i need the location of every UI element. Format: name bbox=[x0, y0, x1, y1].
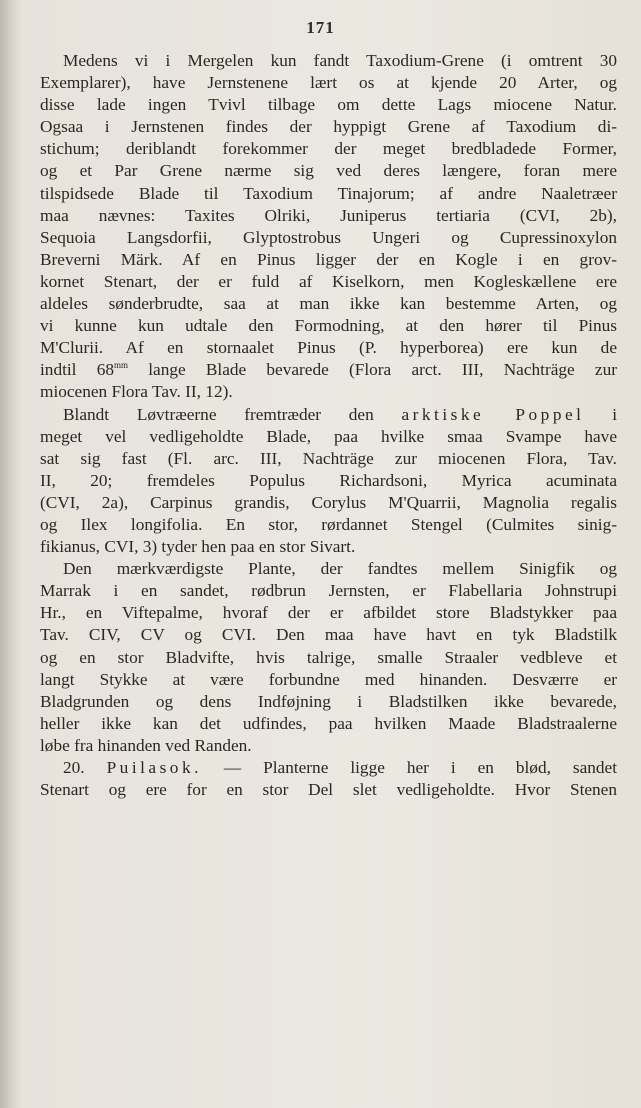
text-segment: lange Blade bevarede (Flora arct. III, Nachträge zur bbox=[128, 360, 617, 380]
text-line: heller ikke kan det udfindes, paa hvilken Maade Bladstraalerne bbox=[40, 713, 617, 733]
text-line: Stenart og ere for en stor Del slet vedligeholdte. Hvor Stenen bbox=[40, 780, 617, 800]
text-line: Medens vi i Mergelen kun fandt Taxodium-Grene (i omtrent 30 bbox=[63, 51, 617, 70]
text-line: Ogsaa i Jernstenen findes der hyppigt Grene af Taxodium di- bbox=[40, 117, 617, 137]
text-line: M'Clurii. Af en stornaalet Pinus (P. hyperborea) ere kun de bbox=[40, 338, 617, 358]
text-line: Exemplarer), have Jernstenene lært os at kjende 20 Arter, og bbox=[40, 73, 617, 93]
text-line: disse lade ingen Tvivl tilbage om dette Lags miocene Natur. bbox=[40, 95, 617, 115]
text-line: Breverni Märk. Af en Pinus ligger der en Kogle i en grov- bbox=[40, 249, 617, 269]
text-line: Sequoia Langsdorfii, Glyptostrobus Ungeri og Cupressinoxylon bbox=[40, 227, 617, 247]
text-line: Den mærkværdigste Plante, der fandtes mellem Sinigfik og bbox=[63, 559, 617, 579]
text-line: Hr., en Viftepalme, hvoraf der er afbildet store Bladstykker paa bbox=[40, 603, 617, 623]
text-segment: i bbox=[584, 404, 617, 424]
text-line: Marrak i en sandet, rødbrun Jernsten, er Flabellaria Johnstrupi bbox=[40, 581, 617, 601]
unit-superscript: mm bbox=[114, 360, 129, 371]
text-line: maa nævnes: Taxites Olriki, Juniperus tertiaria (CVI, 2b), bbox=[40, 205, 617, 225]
text-segment: — Planterne ligge her i en blød, sandet bbox=[201, 758, 618, 777]
text-line bbox=[40, 404, 617, 426]
text-line: vi kunne kun udtale den Formodning, at den hører til Pinus bbox=[40, 316, 617, 336]
section-number: 20. bbox=[63, 758, 107, 777]
text-line: og et Par Grene nærme sig ved deres længere, foran mere bbox=[40, 161, 617, 181]
text-line: meget vel vedligeholdte Blade, paa hvilke smaa Svampe have bbox=[40, 426, 617, 446]
text-line: Tav. CIV, CV og CVI. Den maa have havt en tyk Bladstilk bbox=[40, 625, 617, 645]
text-line: miocenen Flora Tav. II, 12). bbox=[40, 382, 233, 402]
text-line: og en stor Bladvifte, hvis talrige, smalle Straaler vedbleve et bbox=[40, 647, 617, 667]
text-line: stichum; deriblandt forekommer der meget bredbladede Former, bbox=[40, 139, 617, 159]
text-line: tilspidsede Blade til Taxodium Tinajorum; af andre Naaletræer bbox=[40, 183, 617, 203]
section-heading: Puilasok. bbox=[106, 758, 202, 777]
text-line: kornet Stenart, der er fuld af Kiselkorn, men Kogleskællene ere bbox=[40, 271, 617, 291]
text-line: Bladgrunden og dens Indføjning i Bladstilken ikke bevarede, bbox=[40, 691, 617, 711]
body-text bbox=[40, 50, 617, 801]
text-line: langt Stykke at være forbundne med hinanden. Desværre er bbox=[40, 669, 617, 689]
text-line: fikianus, CVI, 3) tyder hen paa en stor Sivart. bbox=[40, 537, 356, 557]
emphasized-species-name: arktiske Poppel bbox=[401, 404, 585, 424]
text-line: aldeles sønderbrudte, saa at man ikke kan bestemme Arten, og bbox=[40, 294, 617, 314]
text-line bbox=[40, 757, 617, 779]
text-line: II, 20; fremdeles Populus Richardsoni, Myrica acuminata bbox=[40, 470, 617, 490]
page-number: 171 bbox=[306, 18, 335, 37]
text-line: og Ilex longifolia. En stor, rørdannet Stengel (Culmites sinig- bbox=[40, 514, 617, 534]
text-segment: Blandt Løvtræerne fremtræder den bbox=[63, 404, 402, 424]
text-line: (CVI, 2a), Carpinus grandis, Corylus M'Quarrii, Magnolia regalis bbox=[40, 492, 617, 512]
text-line: sat sig fast (Fl. arc. III, Nachträge zur miocenen Flora, Tav. bbox=[40, 448, 617, 468]
text-segment: indtil 68 bbox=[40, 360, 114, 380]
text-line bbox=[40, 359, 617, 381]
text-line: løbe fra hinanden ved Randen. bbox=[40, 735, 252, 755]
